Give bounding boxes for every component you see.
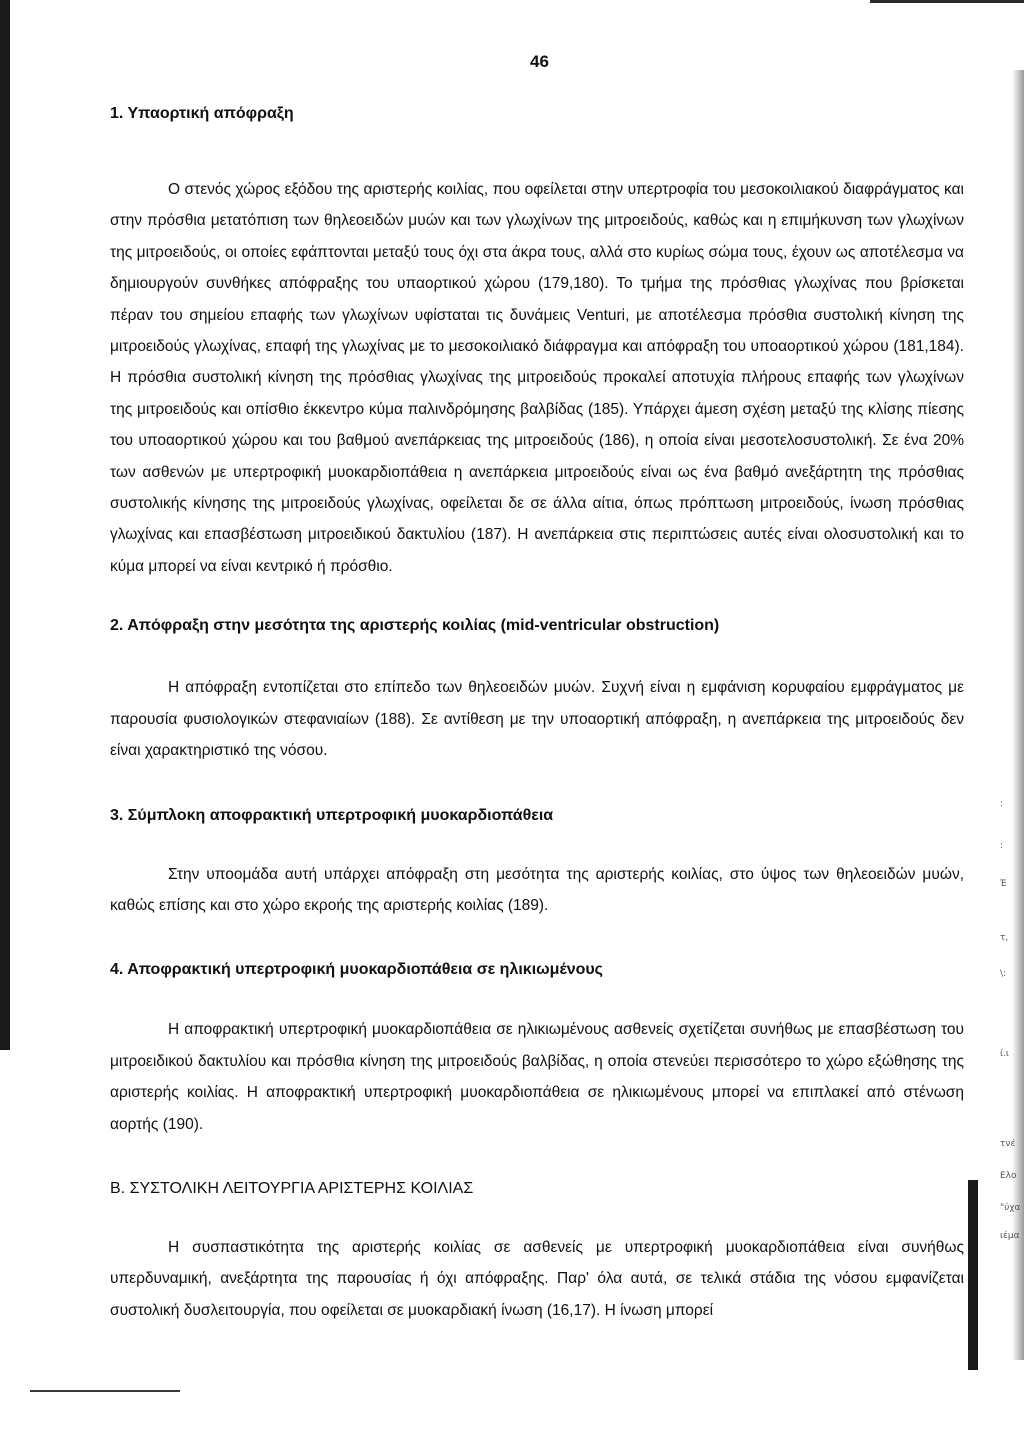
edge-fragment: :	[1000, 799, 1004, 809]
document-body	[110, 103, 964, 1326]
page-number: 46	[530, 52, 549, 71]
edge-fragment: ί.ι	[1000, 1049, 1009, 1059]
section-heading-subaortic-obstruction: 1. Υπαορτική απόφραξη	[110, 105, 294, 122]
section-paragraph-obstructive-hcm-elderly: Η αποφρακτική υπερτροφική μυοκαρδιοπάθεια σε ηλικιωμένους ασθενείς σχετίζεται συνήθως με επασβέστωση του μιτροειδικού δακτυλίου και πρόσθια κίνηση της μιτροειδούς βαλβίδας, η οποία στενεύει περισσότερο το χώρο εξώθησης της αριστερής κοιλίας. Η αποφρακτική υπερτροφική μυοκαρδιοπάθεια σε ηλικιωμένους μπορεί να επιπλακεί από στένωση αορτής (190).	[110, 1021, 964, 1133]
page-edge-fragments	[996, 800, 1022, 1240]
scan-bar-right	[968, 1180, 978, 1370]
edge-fragment: ιέμα	[1000, 1231, 1020, 1241]
section-paragraph-complex-obstructive-hcm: Στην υποομάδα αυτή υπάρχει απόφραξη στη μεσότητα της αριστερής κοιλίας, στο ύψος των θηλεοειδών μυών, καθώς επίσης και στο χώρο εκροής της αριστερής κοιλίας (189).	[110, 865, 964, 914]
section-paragraph-subaortic-obstruction: Ο στενός χώρος εξόδου της αριστερής κοιλίας, που οφείλεται στην υπερτροφία του μεσοκοιλιακού διαφράγματος και στην πρόσθια μετατόπιση των θηλεοειδών μυών και των γλωχίνων της μιτροειδούς, καθώς και η επιμήκυνση των γλωχίνων της μιτροειδούς, οι οποίες εφάπτονται μεταξύ τους όχι στα άκρα τους, αλλά στο κυρίως σώμα τους, έχουν ως αποτέλεσμα να δημιουργούν συνθήκες απόφραξης του υπαορτικού χώρου (179,180). Το τμήμα της πρόσθιας γλωχίνας που βρίσκεται πέραν του σημείου επαφής των γλωχίνων υφίσταται τις δυνάμεις Venturi, με αποτέλεσμα πρόσθια συστολική κίνηση της μιτροειδούς γλωχίνας, επαφή της γλωχίνας με το μεσοκοιλιακό διάφραγμα και απόφραξη του υποαορτικού χώρου (181,184). Η πρόσθια συστολική κίνηση της πρόσθιας γλωχίνας της μιτροειδούς προκαλεί αποτυχία πλήρους επαφής των γλωχίνων της μιτροειδούς και οπίσθιο έκκεντρο κύμα παλινδρόμησης βαλβίδας (185). Υπάρχει άμεση σχέση μεταξύ της κλίσης πίεσης του υποαορτικού χώρου και του βαθμού ανεπάρκειας της μιτροειδούς (186), η οποία είναι μεσοτελοσυστολική. Σε ένα 20% των ασθενών με υπερτροφική μυοκαρδιοπάθεια η ανεπάρκεια μιτροειδούς είναι ως ένα βαθμό ανεξάρτητη της πρόσθιας συστολικής κίνησης της μιτροειδούς γλωχίνας, οφείλεται δε σε άλλα αίτια, όπως πρόπτωση μιτροειδούς, ίνωση πρόσθιας γλωχίνας και επασβέστωση μιτροειδικού δακτυλίου (187). Η ανεπάρκεια στις περιπτώσεις αυτές είναι ολοσυστολική και το κύμα μπορεί να είναι κεντρικό ή πρόσθιο.	[110, 181, 964, 575]
footnote-separator	[30, 1390, 180, 1392]
section-paragraph-mid-ventricular-obstruction: Η απόφραξη εντοπίζεται στο επίπεδο των θηλεοειδών μυών. Συχνή είναι η εμφάνιση κορυφαίου εμφράγματος με παρουσία φυσιολογικών στεφανιαίων (188). Σε αντίθεση με την υποαορτική απόφραξη, η ανεπάρκεια της μιτροειδούς δεν είναι χαρακτηριστικό της νόσου.	[110, 679, 964, 760]
scan-border-left	[0, 0, 10, 1050]
section-heading-lv-systolic-function: Β. ΣΥΣΤΟΛΙΚΗ ΛΕΙΤΟΥΡΓΙΑ ΑΡΙΣΤΕΡΗΣ ΚΟΙΛΙΑΣ	[110, 1179, 474, 1197]
edge-fragment: Έ	[1000, 879, 1007, 889]
scan-border-top	[870, 0, 1024, 3]
edge-fragment: Ελο	[1000, 1171, 1017, 1181]
edge-fragment: "ύχα	[1000, 1203, 1021, 1213]
section-heading-obstructive-hcm-elderly: 4. Αποφρακτική υπερτροφική μυοκαρδιοπάθεια σε ηλικιωμένους	[110, 961, 603, 979]
section-heading-mid-ventricular-obstruction: 2. Απόφραξη στην μεσότητα της αριστερής κοιλίας (mid-ventricular obstruction)	[110, 617, 720, 635]
edge-fragment: \:	[1000, 969, 1007, 979]
section-paragraph-lv-systolic-function: Η συσπαστικότητα της αριστερής κοιλίας σε ασθενείς με υπερτροφική μυοκαρδιοπάθεια είναι συνήθως υπερδυναμική, ανεξάρτητα της παρουσίας ή όχι απόφραξης. Παρ' όλα αυτά, σε τελικά στάδια της νόσου εμφανίζεται συστολική δυσλειτουργία, που οφείλεται σε μυοκαρδιακή ίνωση (16,17). Η ίνωση μπορεί	[110, 1238, 964, 1319]
edge-fragment: τ,	[1000, 933, 1009, 943]
section-heading-complex-obstructive-hcm: 3. Σύμπλοκη αποφρακτική υπερτροφική μυοκαρδιοπάθεια	[110, 806, 554, 824]
edge-fragment: :	[1000, 841, 1004, 851]
edge-fragment: τνέ	[1000, 1139, 1016, 1149]
